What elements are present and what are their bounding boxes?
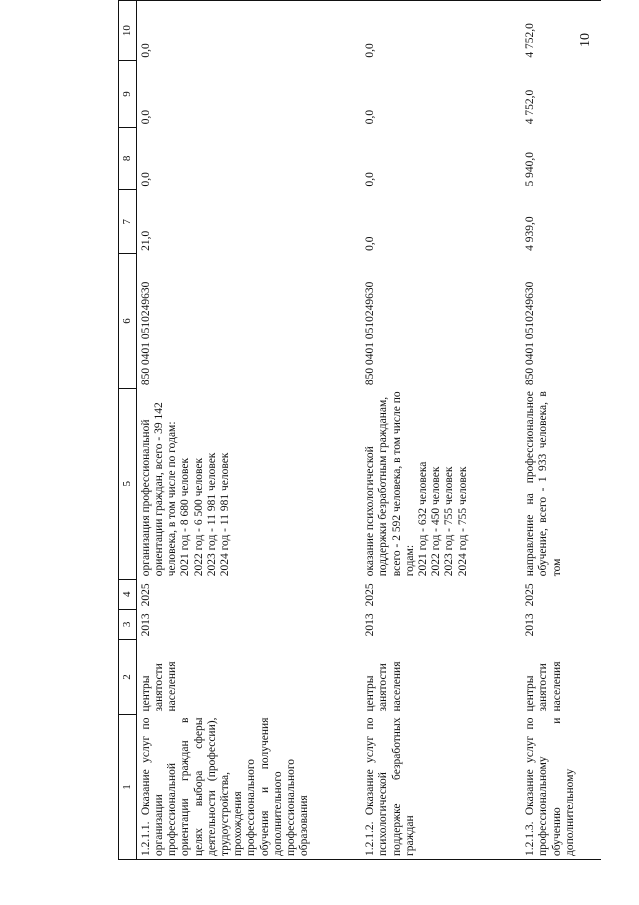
budget-code-cell: 850 0401 0510249630 [139,281,152,386]
start-year-cell: 2013 [364,613,377,637]
header-cell-4: 4 [119,579,137,609]
header-cell-2: 2 [119,639,137,714]
activity-name-cell: 1.2.1.2. Оказание услуг по психологической поддержке безработных граждан [361,715,521,860]
end-year-cell: 2025 [139,583,152,607]
expected-result-cell: направление на профессиональное обучение, всего - 1 933 человека, в том [524,391,563,577]
value-2023-cell: 0,0 [139,109,152,125]
header-cell-10: 10 [119,1,137,61]
page-number: 10 [578,33,593,47]
expected-result-cell: оказание психологической поддержки безработным гражданам, всего - 2 592 человека, в том числе по годам: 2021 год - 632 человека 2022 год - 450 человек 2023 год - 755 человек 2024 год - 755 человек [364,391,469,577]
value-2021-cell: 0,0 [364,236,377,251]
value-2021-cell: 4 939,0 [524,216,537,251]
activity-name-cell: 1.2.1.1. Оказание услуг по организации профессиональной ориентации граждан в целях выбора сферы деятельности (профессии), трудоустройства, прохождения профессионального обучения и получения дополнительного профессионального образования [136,715,361,860]
header-cell-5: 5 [119,388,137,579]
header-cell-6: 6 [119,254,137,388]
value-2023-cell: 0,0 [364,109,377,125]
table-row [521,1,601,860]
start-year-cell: 2013 [139,613,152,637]
budget-code-cell: 850 0401 0510249630 [364,281,377,386]
header-cell-8: 8 [119,127,137,189]
value-2021-cell: 21,0 [139,230,152,251]
header-cell-7: 7 [119,190,137,254]
value-2022-cell: 5 940,0 [524,152,537,187]
start-year-cell: 2013 [524,613,537,637]
rotated-table-sheet [118,0,638,860]
value-2022-cell: 0,0 [364,172,377,187]
value-2024-cell: 0,0 [136,1,361,61]
value-2022-cell: 0,0 [139,172,152,187]
executor-cell: центры занятости населения [524,661,563,712]
executor-cell: центры занятости населения [139,661,179,712]
expected-result-cell: организация профессиональной ориентации граждан, всего - 39 142 человека, в том числе по годам: 2021 год - 8 680 человек 2022 год - 6 500 человек 2023 год - 11 981 человек 2024 год - 11 981 человек [139,402,231,577]
executor-cell: центры занятости населения [364,661,403,712]
end-year-cell: 2025 [364,583,377,607]
value-2024-cell: 4 752,0 [521,1,601,61]
table-row [361,1,521,860]
header-row [119,1,137,860]
end-year-cell: 2025 [524,583,537,607]
header-cell-3: 3 [119,609,137,639]
header-cell-9: 9 [119,61,137,128]
activity-name-cell: 1.2.1.3. Оказание услуг по профессиональному обучению и дополнительному [521,715,601,860]
budget-code-cell: 850 0401 0510249630 [524,281,537,386]
program-activities-table [118,0,601,860]
header-cell-1: 1 [119,715,137,860]
value-2023-cell: 4 752,0 [524,89,537,125]
value-2024-cell: 0,0 [361,1,521,61]
table-row [136,1,361,860]
